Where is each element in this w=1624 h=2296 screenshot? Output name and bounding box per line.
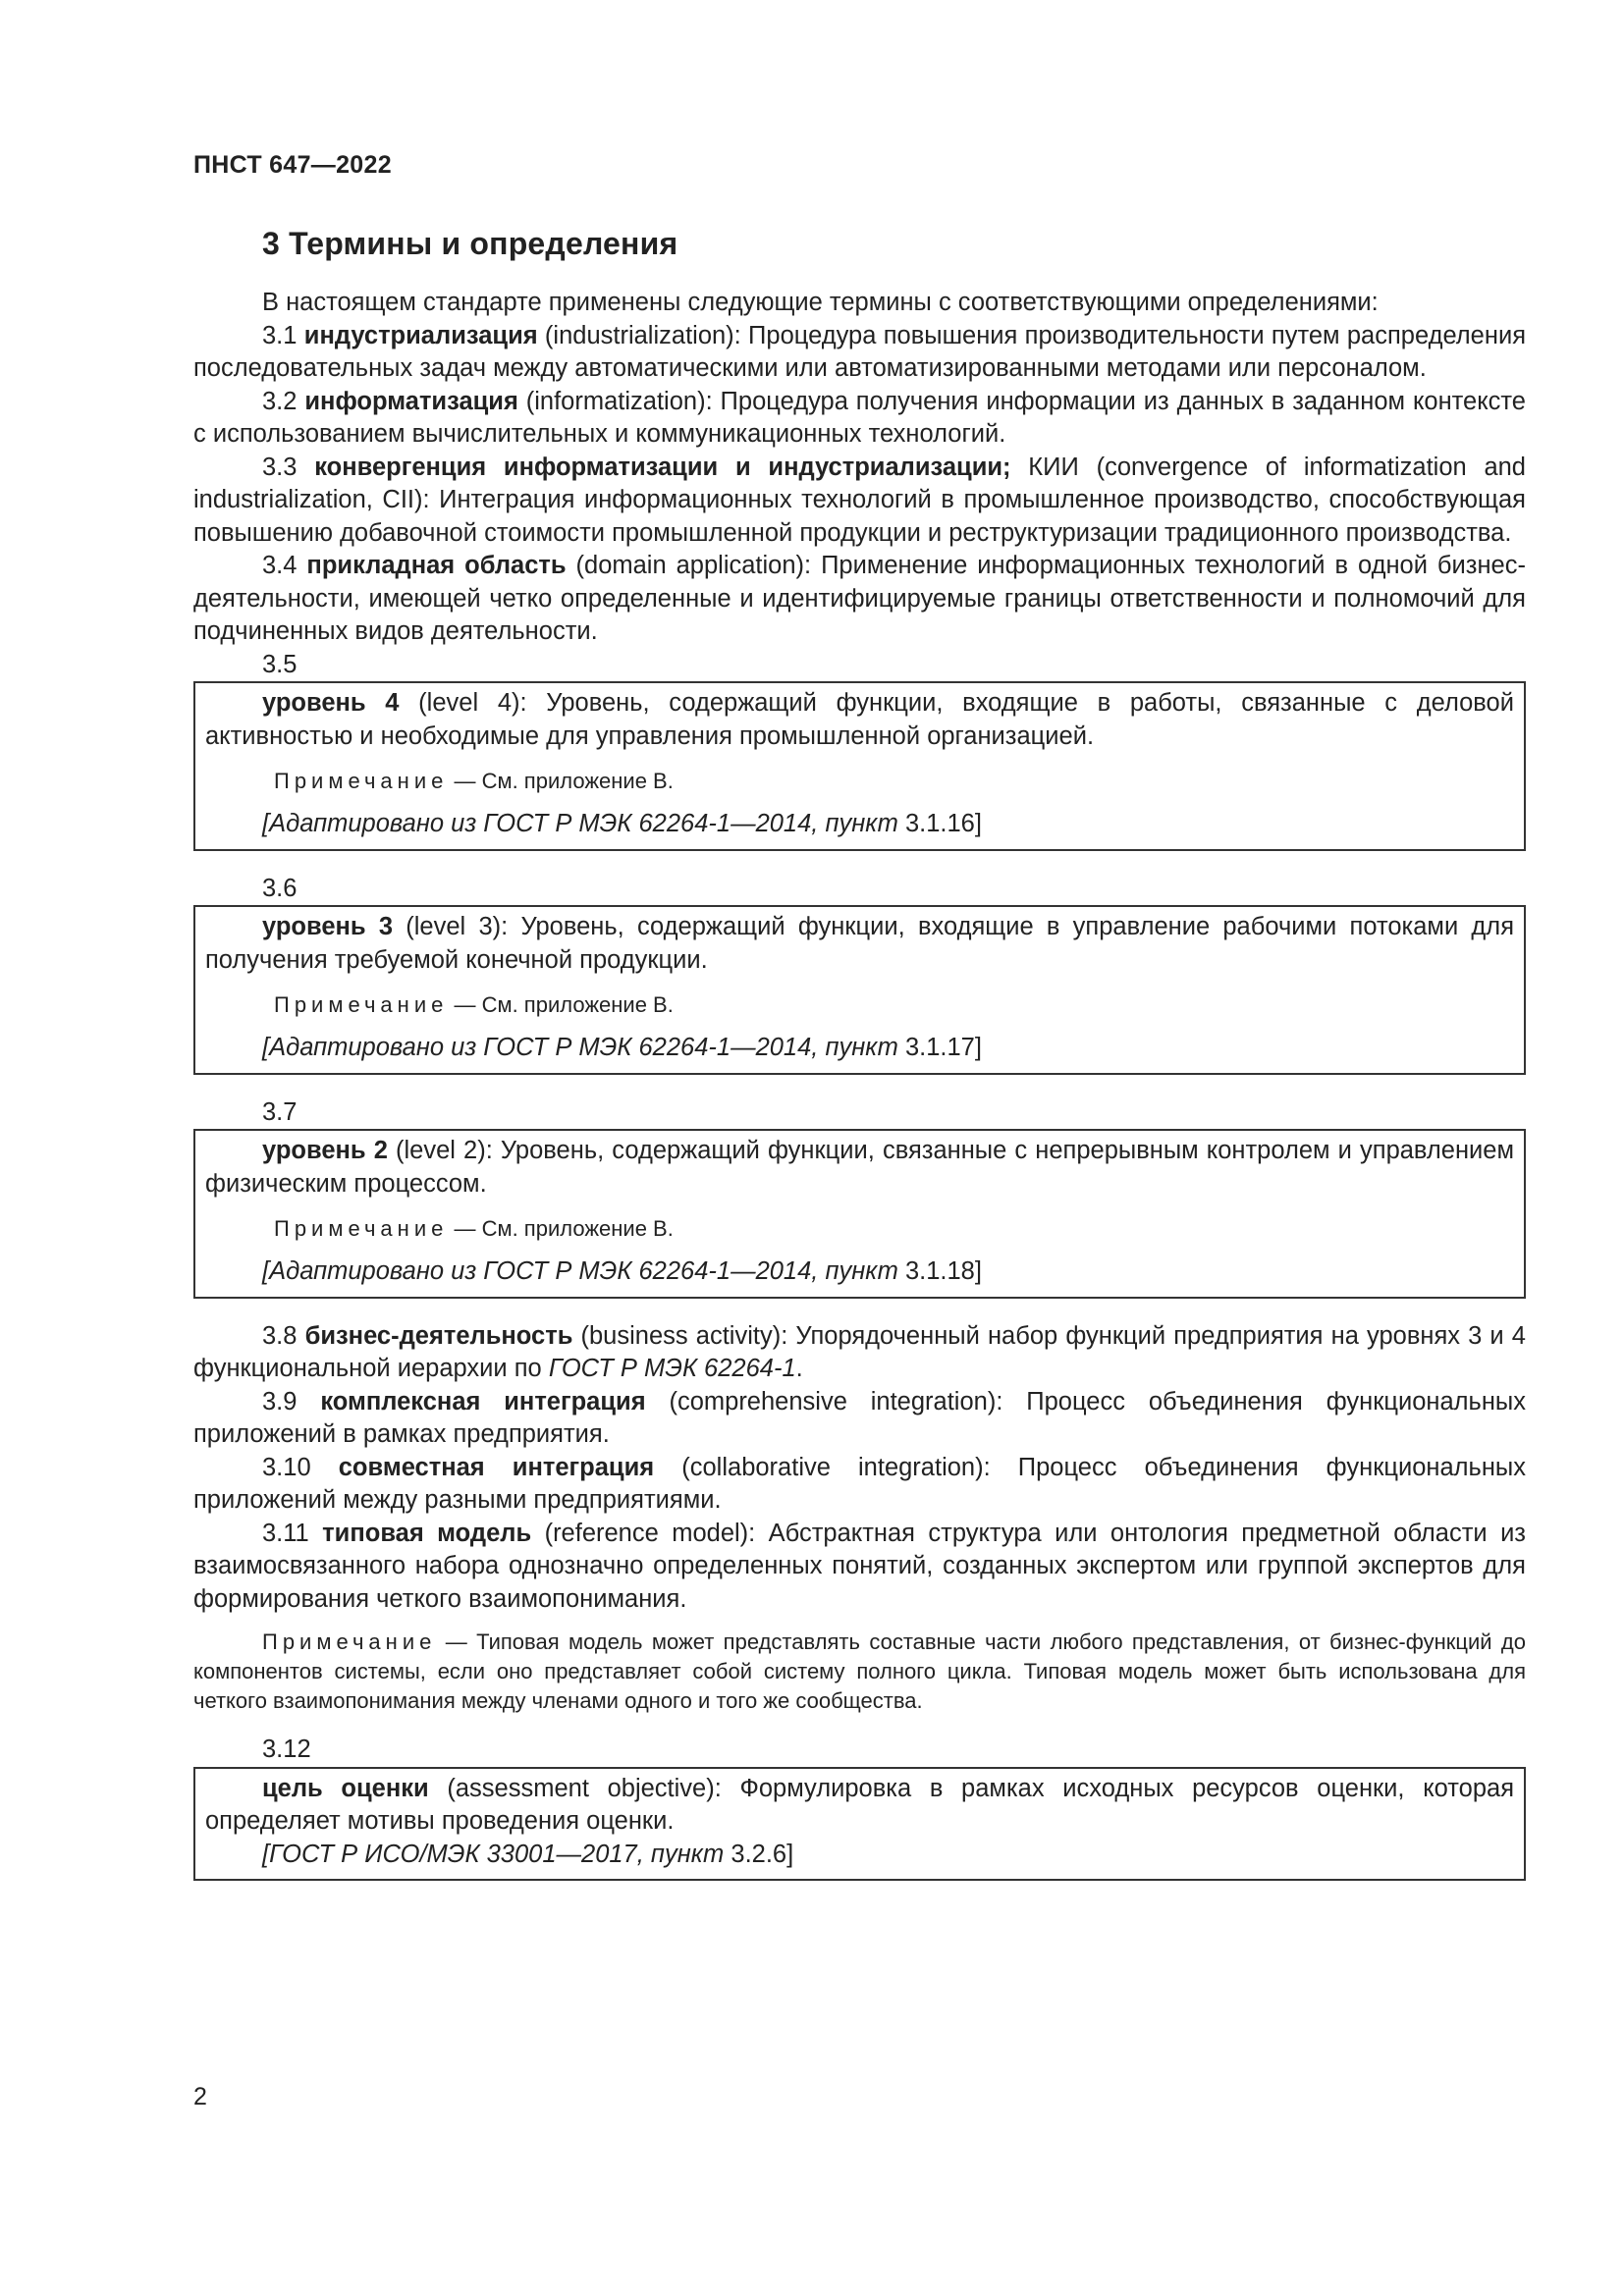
term-number-3-5: 3.5 bbox=[262, 650, 298, 678]
term-name: бизнес-деятельность bbox=[304, 1321, 573, 1350]
term-3-12 bbox=[205, 1773, 1514, 1839]
note-label: Примечание bbox=[262, 1629, 437, 1654]
standard-code-header: ПНСТ 647—2022 bbox=[193, 151, 392, 179]
source-clause: 3.1.17] bbox=[897, 1034, 982, 1061]
term-3-8 bbox=[193, 1320, 1526, 1386]
term-name: уровень 3 bbox=[262, 913, 394, 940]
section-title: 3 Термины и определения bbox=[262, 226, 678, 261]
term-definition: (level 2): Уровень, содержащий функции, связанные с непрерывным контролем и управлением физическим процессом. bbox=[205, 1137, 1514, 1198]
source-reference: [Адаптировано из ГОСТ Р МЭК 62264-1—2014, пункт bbox=[262, 1034, 898, 1061]
intro-paragraph: В настоящем стандарте применены следующие термины с соответствующими определениями: bbox=[262, 289, 1379, 316]
note-label: Примечание bbox=[274, 992, 449, 1017]
term-name: совместная интеграция bbox=[338, 1453, 655, 1481]
term-name: комплексная интеграция bbox=[320, 1387, 646, 1415]
term-number: 3.4 bbox=[262, 552, 298, 579]
source-reference: [ГОСТ Р ИСО/МЭК 33001—2017, пункт bbox=[262, 1840, 725, 1868]
source-clause: 3.1.18] bbox=[897, 1257, 982, 1285]
term-3-5 bbox=[205, 687, 1514, 753]
term-definition: (level 3): Уровень, содержащий функции, входящие в управление рабочими потоками для получения требуемой конечной продукции. bbox=[205, 913, 1514, 974]
term-box-3-6 bbox=[193, 905, 1526, 1075]
term-3-10 bbox=[193, 1452, 1526, 1518]
term-source bbox=[205, 1839, 1514, 1872]
term-definition: КИИ (convergence of informatization and industrialization, CII): Интеграция информационных технологий в промышленное производство, способствующая повышению добавочной стоимости промышленной продукции и реструктуризации традиционного производства. bbox=[193, 453, 1526, 547]
note-label: Примечание bbox=[274, 769, 449, 793]
term-source bbox=[205, 1255, 1514, 1289]
term-number-3-6: 3.6 bbox=[262, 874, 298, 902]
term-definition: (level 4): Уровень, содержащий функции, входящие в работы, связанные с деловой активностью и необходимые для управления промышленной организацией. bbox=[205, 689, 1514, 750]
term-number-3-7: 3.7 bbox=[262, 1097, 298, 1126]
term-definition: (comprehensive integration): Процесс объединения функциональных приложений в рамках предприятия. bbox=[193, 1387, 1527, 1448]
term-name: индустриализация bbox=[303, 321, 538, 349]
term-note bbox=[205, 990, 1514, 1020]
term-note bbox=[205, 767, 1514, 796]
term-name: конвергенция информатизации и индустриализации; bbox=[314, 453, 1011, 481]
term-3-2 bbox=[193, 386, 1526, 452]
term-definition: (business activity): Упорядоченный набор функций предприятия на уровнях 3 и 4 функциональной иерархии по bbox=[193, 1321, 1526, 1382]
term-definition: (collaborative integration): Процесс объединения функциональных приложений между разными предприятиями. bbox=[193, 1453, 1526, 1514]
term-name: уровень 2 bbox=[262, 1137, 388, 1164]
term-3-4 bbox=[193, 550, 1526, 649]
note-text: — См. приложение В. bbox=[448, 769, 674, 793]
note-text: — См. приложение В. bbox=[448, 992, 674, 1017]
source-reference: [Адаптировано из ГОСТ Р МЭК 62264-1—2014, пункт bbox=[262, 1257, 898, 1285]
term-3-1 bbox=[193, 320, 1526, 386]
term-box-3-7 bbox=[193, 1129, 1526, 1299]
term-name: цель оценки bbox=[262, 1774, 429, 1802]
note-label: Примечание bbox=[274, 1216, 449, 1241]
term-name: уровень 4 bbox=[262, 689, 400, 717]
term-3-3 bbox=[193, 452, 1526, 551]
term-3-9 bbox=[193, 1386, 1526, 1452]
term-number: 3.8 bbox=[262, 1321, 298, 1350]
source-clause: 3.1.16] bbox=[897, 810, 982, 837]
term-note-3-11 bbox=[193, 1628, 1526, 1716]
term-definition: (assessment objective): Формулировка в рамках исходных ресурсов оценки, которая определяет мотивы проведения оценки. bbox=[205, 1774, 1515, 1835]
note-text: — См. приложение В. bbox=[448, 1216, 674, 1241]
term-box-3-12 bbox=[193, 1767, 1526, 1882]
term-source bbox=[205, 1032, 1514, 1065]
source-clause: 3.2.6] bbox=[724, 1840, 794, 1868]
page-number: 2 bbox=[193, 2083, 207, 2110]
term-definition: (industrialization): Процедура повышения производительности путем распределения последовательных задач между автоматическими или автоматизированными методами или персоналом. bbox=[193, 321, 1526, 382]
section-body bbox=[193, 287, 1526, 1881]
term-source bbox=[205, 808, 1514, 841]
term-box-3-5 bbox=[193, 681, 1526, 851]
term-number: 3.3 bbox=[262, 453, 298, 481]
term-definition: (reference model): Абстрактная структура или онтология предметной области из взаимосвязанного набора однозначно определенных понятий, созданных экспертом или группой экспертов для формирования четкого взаимопонимания. bbox=[193, 1519, 1526, 1613]
term-definition: (domain application): Применение информационных технологий в одной бизнес-деятельности, имеющей четко определенные и идентифицируемые границы ответственности и полномочий для подчиненных видов деятельности. bbox=[193, 552, 1526, 645]
term-number: 3.9 bbox=[262, 1387, 298, 1415]
term-name: типовая модель bbox=[322, 1519, 532, 1547]
term-number: 3.10 bbox=[262, 1453, 311, 1481]
term-3-7 bbox=[205, 1135, 1514, 1201]
term-number: 3.2 bbox=[262, 387, 298, 415]
term-note bbox=[205, 1214, 1514, 1244]
term-definition: (informatization): Процедура получения информации из данных в заданном контексте с использованием вычислительных и коммуникационных технологий. bbox=[193, 387, 1526, 448]
term-name: информатизация bbox=[304, 387, 518, 415]
note-text: — Типовая модель может представлять составные части любого представления, от бизнес-функций до компонентов системы, если оно представляет собой систему полного цикла. Типовая модель может быть использована для четкого взаимопонимания между членами одного и того же сообщества. bbox=[193, 1629, 1526, 1713]
term-name: прикладная область bbox=[306, 552, 567, 579]
term-number: 3.11 bbox=[262, 1519, 309, 1547]
term-3-11 bbox=[193, 1518, 1526, 1617]
source-reference: [Адаптировано из ГОСТ Р МЭК 62264-1—2014, пункт bbox=[262, 810, 898, 837]
term-number: 3.1 bbox=[262, 321, 298, 349]
term-end-punct: . bbox=[795, 1355, 803, 1382]
term-number-3-12: 3.12 bbox=[262, 1735, 311, 1763]
term-3-6 bbox=[205, 911, 1514, 977]
term-reference: ГОСТ Р МЭК 62264-1 bbox=[548, 1355, 796, 1382]
